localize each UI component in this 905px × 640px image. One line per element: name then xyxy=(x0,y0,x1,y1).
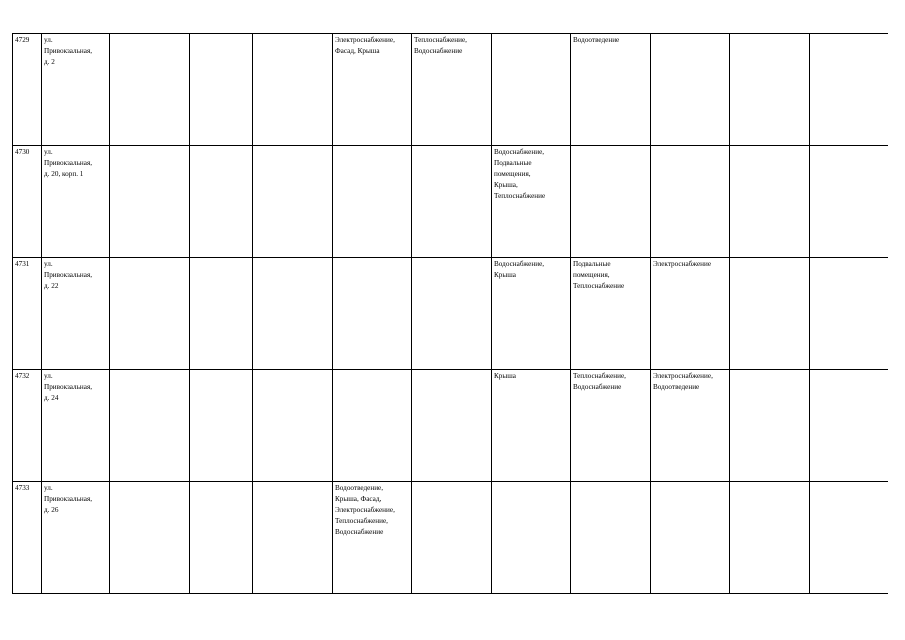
works-cell xyxy=(412,258,492,370)
table-row xyxy=(13,34,888,146)
table-row xyxy=(13,146,888,258)
table-cell xyxy=(810,370,888,482)
works-cell xyxy=(492,370,571,482)
table-cell xyxy=(190,370,253,482)
table-cell xyxy=(190,146,253,258)
works-cell xyxy=(492,34,571,146)
row-number: 4729 xyxy=(15,36,30,44)
row-number-cell xyxy=(13,370,42,482)
row-number-cell xyxy=(13,34,42,146)
address-text: ул. Привокзальная, д. 26 xyxy=(44,484,93,515)
table-row xyxy=(13,482,888,594)
works-text: Подвальные помещения, Теплоснабжение xyxy=(573,260,625,291)
table-cell xyxy=(810,482,888,594)
table-cell xyxy=(190,34,253,146)
table-cell xyxy=(110,370,190,482)
row-number-cell xyxy=(13,258,42,370)
address-cell xyxy=(42,146,110,258)
works-cell xyxy=(571,258,651,370)
address-cell xyxy=(42,258,110,370)
row-number: 4733 xyxy=(15,484,30,492)
works-text: Теплоснабжение, Водоснабжение xyxy=(414,36,467,56)
works-cell xyxy=(651,370,730,482)
table-cell xyxy=(110,146,190,258)
table-cell xyxy=(253,146,333,258)
works-text: Теплоснабжение, Водоснабжение xyxy=(573,372,626,392)
works-cell xyxy=(333,258,412,370)
works-cell xyxy=(333,482,412,594)
works-cell xyxy=(412,34,492,146)
works-cell xyxy=(412,370,492,482)
table-cell xyxy=(190,482,253,594)
table-cell xyxy=(253,370,333,482)
address-text: ул. Привокзальная, д. 2 xyxy=(44,36,93,67)
works-cell xyxy=(333,370,412,482)
address-cell xyxy=(42,370,110,482)
works-cell xyxy=(333,146,412,258)
table-cell xyxy=(110,482,190,594)
works-cell xyxy=(571,146,651,258)
works-text: Водоснабжение, Крыша xyxy=(494,260,545,280)
table-cell xyxy=(110,258,190,370)
works-cell xyxy=(412,146,492,258)
works-cell xyxy=(651,482,730,594)
works-cell xyxy=(492,482,571,594)
works-text: Электроснабжение, Водоотведение xyxy=(653,372,713,392)
works-cell xyxy=(651,146,730,258)
works-cell xyxy=(492,146,571,258)
table-cell xyxy=(730,34,810,146)
table-cell xyxy=(253,482,333,594)
table-cell xyxy=(810,258,888,370)
row-number: 4731 xyxy=(15,260,30,268)
address-text: ул. Привокзальная, д. 20, корп. 1 xyxy=(44,148,93,179)
works-cell xyxy=(492,258,571,370)
works-cell xyxy=(333,34,412,146)
works-cell xyxy=(651,258,730,370)
table-cell xyxy=(253,258,333,370)
table-cell xyxy=(810,34,888,146)
works-text: Электроснабжение xyxy=(653,260,712,268)
table-cell xyxy=(810,146,888,258)
table-cell xyxy=(730,482,810,594)
works-text: Крыша xyxy=(494,372,516,380)
address-text: ул. Привокзальная, д. 22 xyxy=(44,260,93,291)
address-text: ул. Привокзальная, д. 24 xyxy=(44,372,93,403)
row-number-cell xyxy=(13,482,42,594)
works-cell xyxy=(571,34,651,146)
housing-repair-table xyxy=(12,33,888,594)
table-row xyxy=(13,370,888,482)
row-number: 4730 xyxy=(15,148,30,156)
table-cell xyxy=(730,258,810,370)
works-text: Электроснабжение, Фасад, Крыша xyxy=(335,36,395,56)
works-cell xyxy=(651,34,730,146)
table-row xyxy=(13,258,888,370)
works-text: Водоотведение, Крыша, Фасад, Электроснабжение, Теплоснабжение, Водоснабжение xyxy=(335,484,395,537)
works-cell xyxy=(412,482,492,594)
row-number-cell xyxy=(13,146,42,258)
row-number: 4732 xyxy=(15,372,30,380)
table-cell xyxy=(730,146,810,258)
table-cell xyxy=(190,258,253,370)
address-cell xyxy=(42,482,110,594)
works-cell xyxy=(571,482,651,594)
works-text: Водоотведение xyxy=(573,36,620,44)
table-cell xyxy=(730,370,810,482)
table-cell xyxy=(110,34,190,146)
address-cell xyxy=(42,34,110,146)
works-text: Водоснабжение, Подвальные помещения, Крыша, Теплоснабжение xyxy=(494,148,546,201)
table-cell xyxy=(253,34,333,146)
works-cell xyxy=(571,370,651,482)
